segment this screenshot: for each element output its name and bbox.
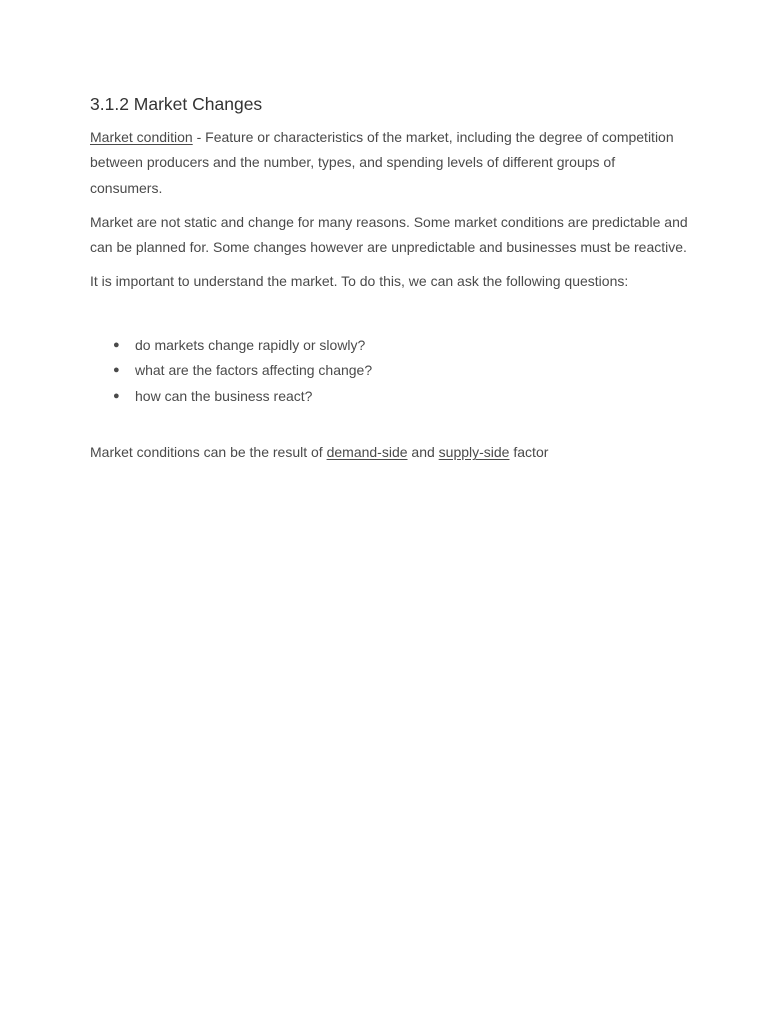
- definition-text: - Feature or characteristics of the market, including the degree of competition between producers and the number, types, and spending levels of different groups of consumers.: [90, 129, 674, 196]
- list-item: [90, 358, 690, 384]
- document-page: [90, 92, 690, 479]
- questions-list: [90, 333, 690, 410]
- definition-paragraph: [90, 125, 690, 201]
- conditions-prefix: Market conditions can be the result of: [90, 444, 327, 461]
- bullet-icon: ●: [113, 389, 120, 402]
- questions-intro-paragraph: It is important to understand the market. To do this, we can ask the following questions:: [90, 273, 629, 290]
- conditions-suffix: factor: [509, 444, 549, 461]
- question-text: do markets change rapidly or slowly?: [135, 336, 366, 353]
- question-text: what are the factors affecting change?: [135, 362, 373, 379]
- demand-side-link[interactable]: demand-side: [326, 444, 408, 461]
- question-text: how can the business react?: [135, 387, 313, 404]
- list-item: [90, 333, 690, 359]
- bullet-icon: ●: [113, 338, 120, 351]
- market-change-paragraph: Market are not static and change for many reasons. Some market conditions are predictable and can be planned for. Some changes however are unpredictable and businesses must be reactive.: [90, 213, 688, 256]
- list-item: [90, 384, 690, 410]
- market-condition-term: Market condition: [90, 129, 193, 145]
- conditions-paragraph: [90, 440, 690, 465]
- bullet-icon: ●: [113, 364, 120, 377]
- conditions-and: and: [407, 444, 439, 461]
- section-heading: 3.1.2 Market Changes: [90, 94, 263, 114]
- supply-side-link[interactable]: supply-side: [438, 444, 510, 461]
